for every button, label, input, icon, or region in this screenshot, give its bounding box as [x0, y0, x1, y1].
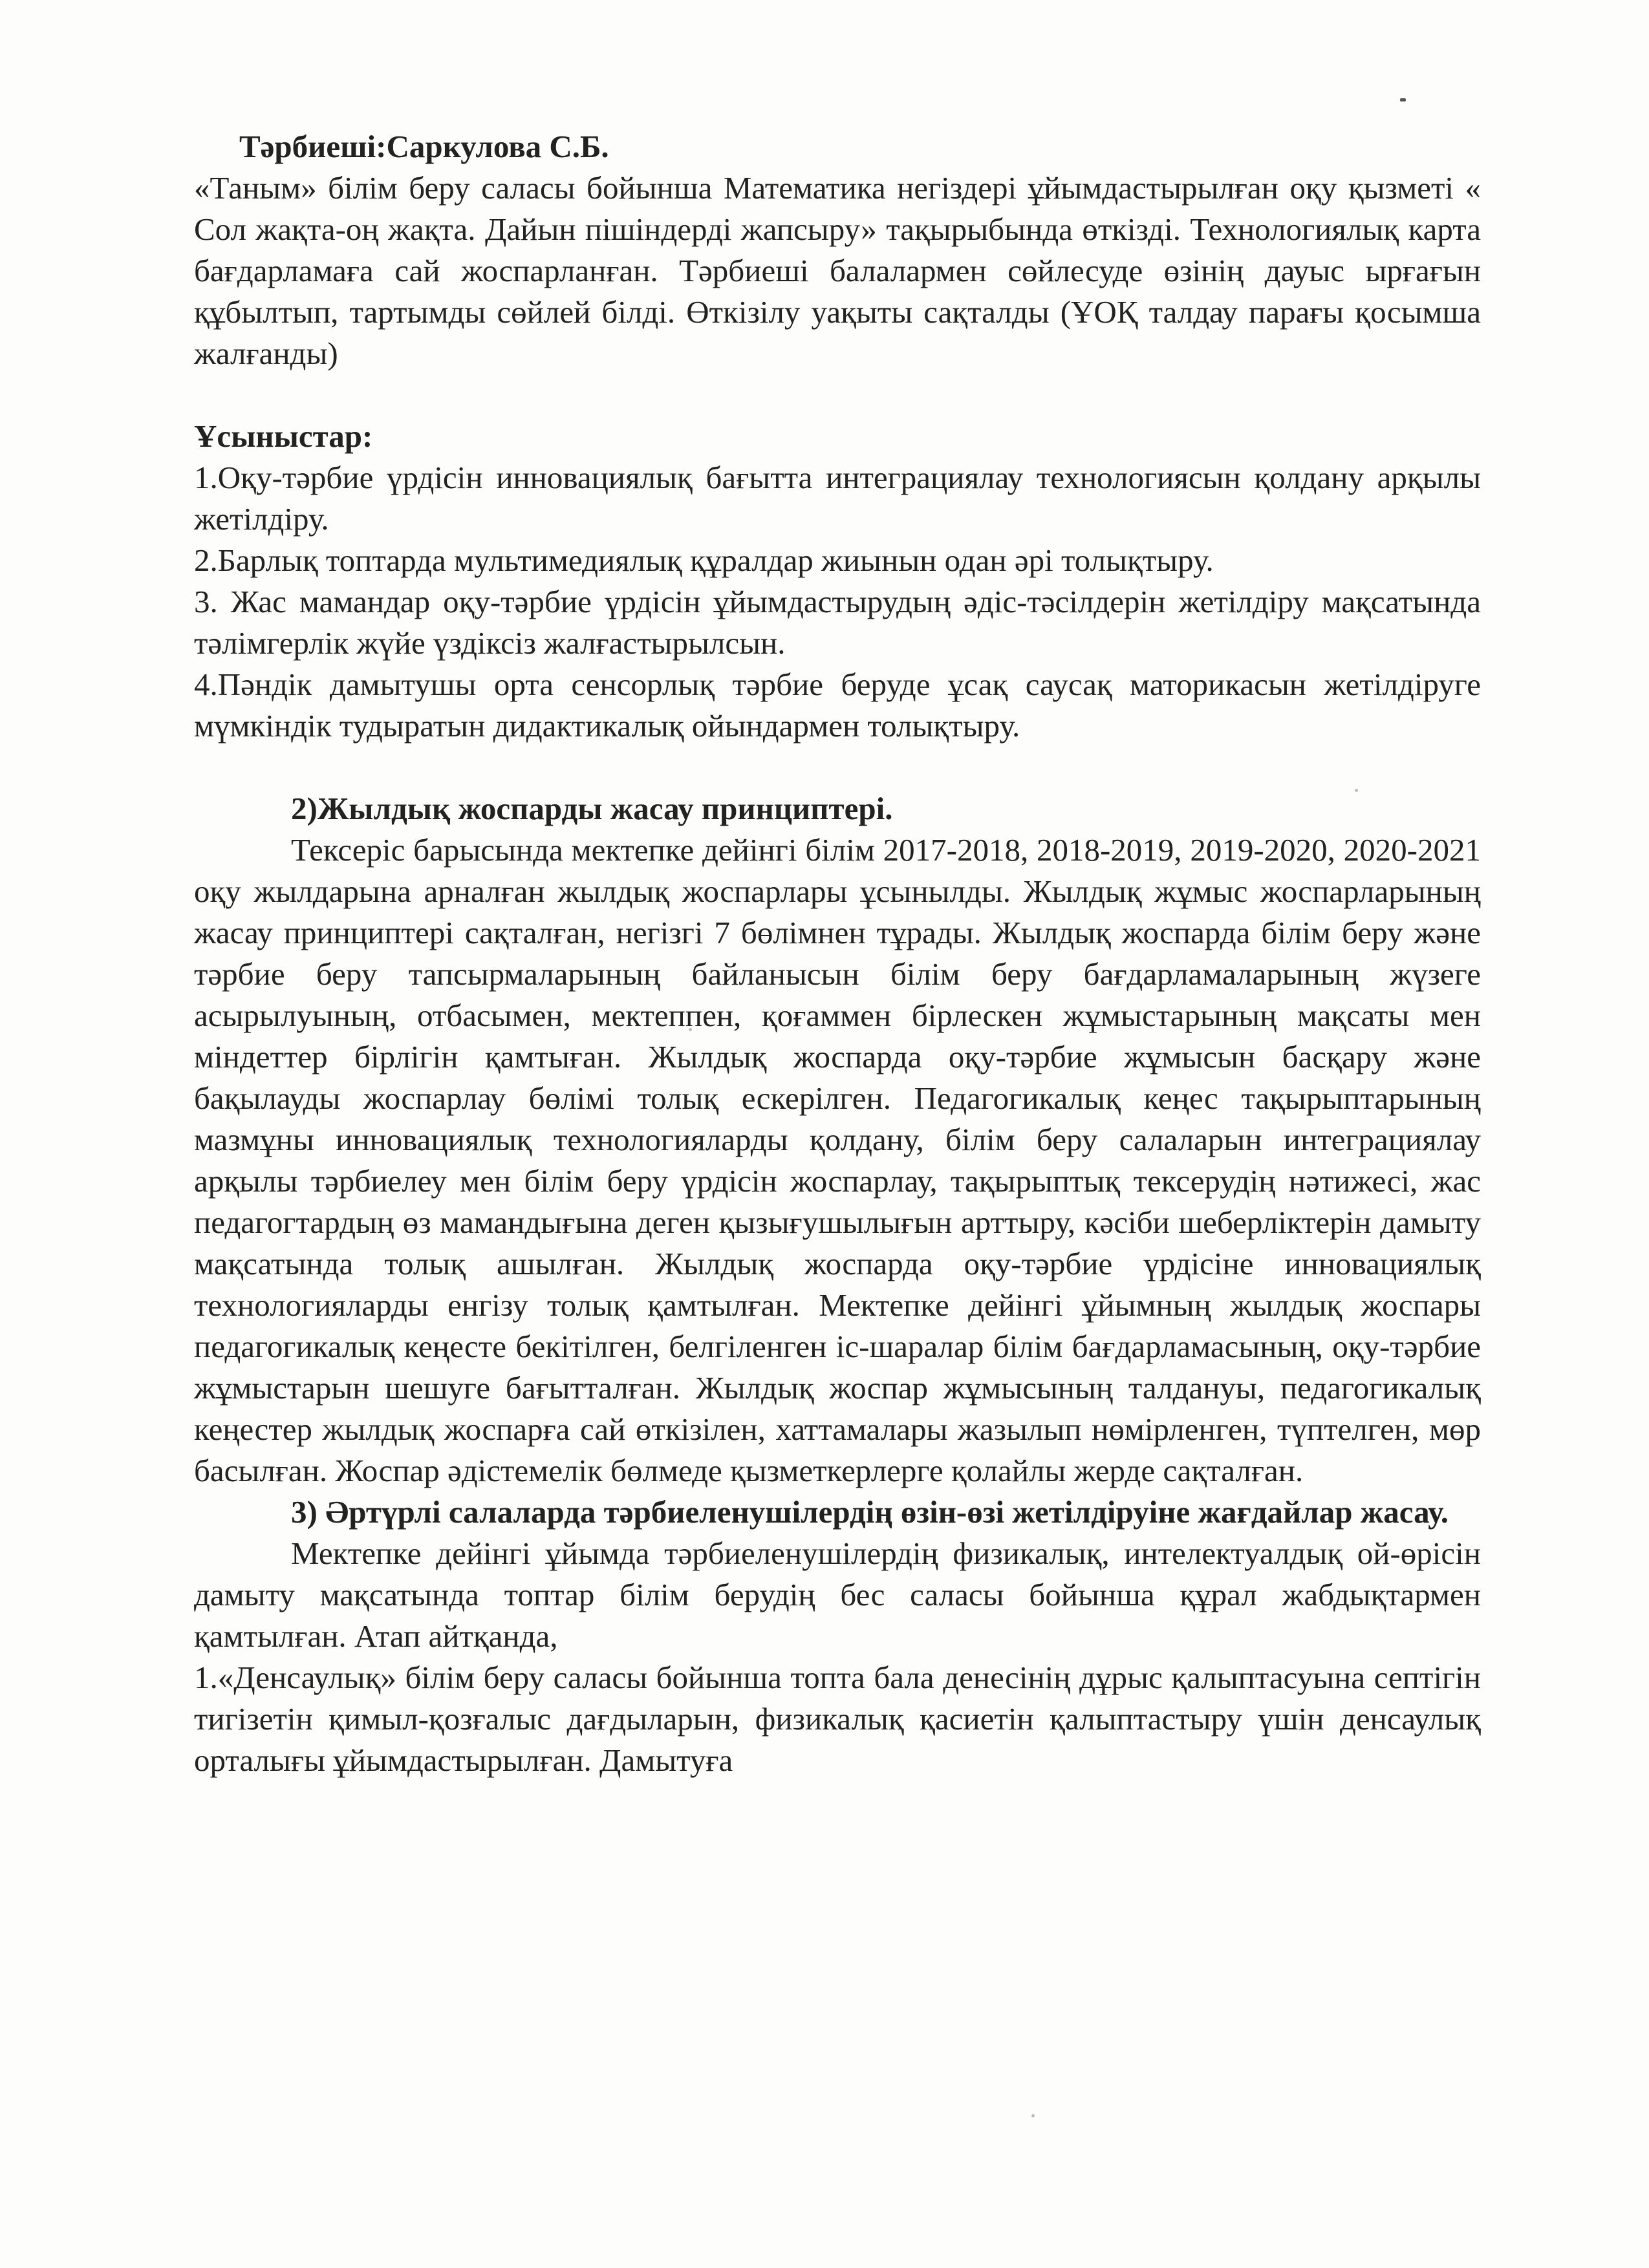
recommendation-item-2: 2.Барлық топтарда мультимедиялық құралдар жиынын одан әрі толықтыру. [194, 542, 1214, 578]
section-3-heading: 3) Әртүрлі салаларда тәрбиеленушілердің өзін-өзі жетілдіруіне жағдайлар жасау. [291, 1494, 1449, 1530]
author-line: Тәрбиеші:Саркулова С.Б. [239, 129, 609, 164]
section-3-item-1: 1.«Денсаулық» білім беру саласы бойынша топта бала денесінің дұрыс қалыптасуына септігін тигізетін қимыл-қозғалыс дағдыларын, физикалық қасиетін қалыптастыру үшін денсаулық орталығы ұйымдастырылған. Дамытуға [194, 1660, 1481, 1778]
recommendation-item-4: 4.Пәндік дамытушы орта сенсорлық тәрбие беруде ұсақ саусақ маторикасын жетілдіруге мүмкіндік тудыратын дидактикалық ойындармен толықтыру. [194, 667, 1481, 744]
section-2-body: Тексеріс барысында мектепке дейінгі білім 2017-2018, 2018-2019, 2019-2020, 2020-2021 оқу жылдарына арналған жылдық жоспарлары ұсынылды. Жылдық жұмыс жоспарларының жасау принциптері сақталған, негізгі 7 бөлімнен тұрады. Жылдық жоспарда білім беру және тәрбие беру тапсырмаларының байланысын білім беру бағдарламаларының жүзеге асырылуының, отбасымен, мектеппен, қоғаммен бірлескен жұмыстарының мақсаты мен міндеттер бірлігін қамтыған. Жылдық жоспарда оқу-тәрбие жұмысын басқару және бақылауды жоспарлау бөлімі толық ескерілген. Педагогикалық кеңес тақырыптарының мазмұны инновациялық технологияларды қолдану, білім беру салаларын интеграциялау арқылы тәрбиелеу мен білім беру үрдісін жоспарлау, тақырыптық тексерудің нәтижесі, жас педагогтардың өз мамандығына деген қызығушылығын арттыру, кәсіби шеберліктерін дамыту мақсатында толық ашылған. Жылдық жоспарда оқу-тәрбие үрдісіне инновациялық технологияларды енгізу толық қамтылған. Мектепке дейінгі ұйымның жылдық жоспары педагогикалық кеңесте бекітілген, белгіленген іс-шаралар білім бағдарламасының, оқу-тәрбие жұмыстарын шешуге бағытталған. Жылдық жоспар жұмысының талдануы, педагогикалық кеңестер жылдық жоспарға сай өткізілен, хаттамалары жазылып нөмірленген, түптелген, мөр басылған. Жоспар әдістемелік бөлмеде қызметкерлерге қолайлы жерде сақталған. [194, 832, 1481, 1488]
spacer [194, 374, 1481, 416]
spacer [194, 747, 1481, 788]
recommendation-item-3: 3. Жас мамандар оқу-тәрбие үрдісін ұйымдастырудың әдіс-тәсілдерін жетілдіру мақсатында тәлімгерлік жүйе үздіксіз жалғастырылсын. [194, 584, 1481, 661]
recommendation-item-1: 1.Оқу-тәрбие үрдісін инновациялық бағытта интеграциялау технологиясын қолдану арқылы жетілдіру. [194, 460, 1481, 537]
paragraph-lesson-review: «Таным» білім беру саласы бойынша Математика негіздері ұйымдастырылған оқу қызметі « Сол жақта-оң жақта. Дайын пішіндерді жапсыру» тақырыбында өткізді. Технологиялық карта бағдарламаға сай жоспарланған. Тәрбиеші балалармен сөйлесуде өзінің дауыс ырғағын құбылтып, тартымды сөйлей білді. Өткізілу уақыты сақталды (ҰОҚ талдау парағы қосымша жалғанды) [194, 170, 1481, 371]
scan-artifact-mark [1400, 98, 1406, 102]
document-body [194, 126, 1481, 1781]
scan-artifact-dot [1031, 2114, 1035, 2117]
recommendations-heading: Ұсыныстар: [194, 418, 373, 454]
section-3-body: Мектепке дейінгі ұйымда тәрбиеленушілердің физикалық, интелектуалдық ой-өрісін дамыту мақсатында топтар білім берудің бес саласы бойынша құрал жабдықтармен қамтылған. Атап айтқанда, [194, 1535, 1481, 1654]
section-2-heading: 2)Жылдық жоспарды жасау принциптері. [291, 791, 893, 826]
